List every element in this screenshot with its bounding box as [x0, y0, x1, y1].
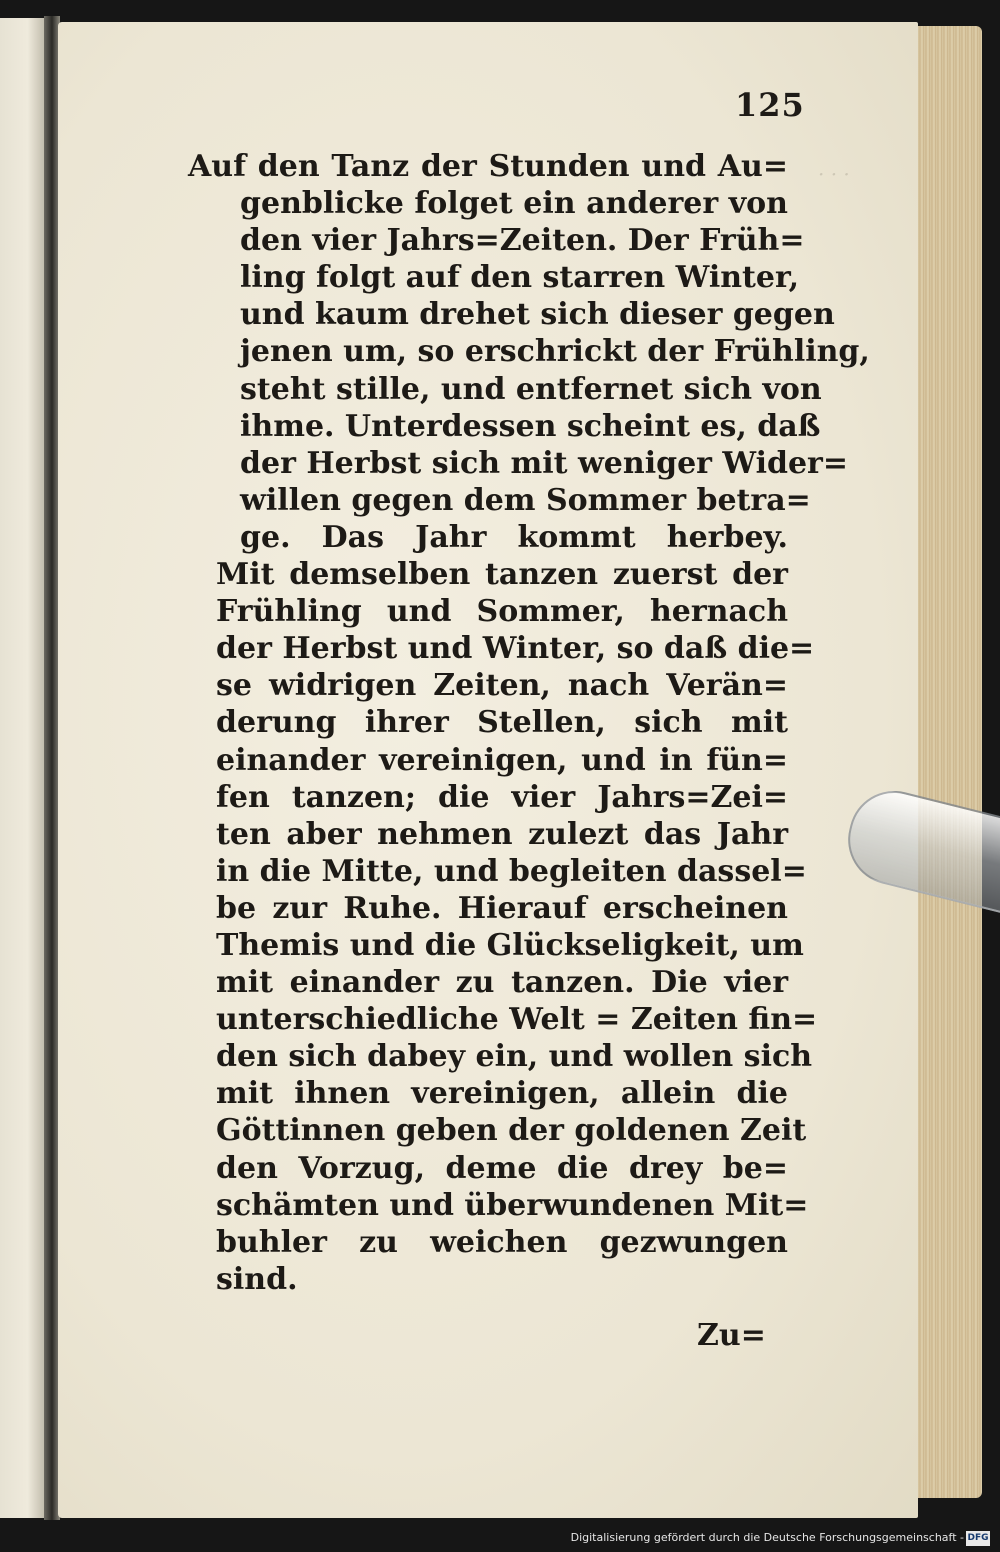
- text-line: den Vorzug, deme die drey be=: [216, 1150, 788, 1186]
- text-line: mit ihnen vereinigen, allein die: [216, 1076, 788, 1112]
- text-line: genblicke folget ein anderer von: [240, 186, 788, 222]
- text-line: unterschiedliche Welt = Zeiten fin=: [216, 1002, 818, 1038]
- text-line: einander vereinigen, und in fün=: [216, 742, 788, 778]
- text-line: willen gegen dem Sommer betra=: [240, 482, 811, 518]
- text-line: jenen um, so erschrickt der Frühling,: [240, 334, 870, 370]
- page-edges: [912, 26, 982, 1498]
- text-line: Göttinnen geben der goldenen Zeit: [216, 1113, 807, 1149]
- text-line: in die Mitte, und begleiten dassel=: [216, 853, 807, 889]
- text-line: derung ihrer Stellen, sich mit: [216, 705, 788, 741]
- text-line: sind.: [216, 1261, 298, 1297]
- text-line: der Herbst und Winter, so daß die=: [216, 631, 815, 667]
- text-line: se widrigen Zeiten, nach Verän=: [216, 668, 788, 704]
- text-line: Mit demselben tanzen zuerst der: [216, 557, 788, 593]
- text-line: und kaum drehet sich dieser gegen: [240, 297, 835, 333]
- body-text: [188, 148, 870, 1298]
- page-number: 125: [735, 86, 805, 124]
- text-line: steht stille, und entfernet sich von: [240, 371, 822, 407]
- text-line: buhler zu weichen gezwungen: [216, 1224, 788, 1260]
- text-line: ten aber nehmen zulezt das Jahr: [216, 816, 788, 852]
- text-line: fen tanzen; die vier Jahrs=Zei=: [216, 779, 788, 815]
- dfg-logo: DFG: [966, 1531, 990, 1546]
- left-page-edge: [0, 18, 46, 1518]
- text-line: ihme. Unterdessen scheint es, daß: [240, 408, 821, 444]
- text-line: ge. Das Jahr kommt herbey.: [240, 519, 788, 555]
- text-line: be zur Ruhe. Hierauf erscheinen: [216, 890, 788, 926]
- text-line: Themis und die Glückseligkeit, um: [216, 927, 804, 963]
- text-line: Frühling und Sommer, hernach: [216, 594, 788, 630]
- digitization-credit: Digitalisierung gefördert durch die Deutsche Forschungsgemeinschaft -: [570, 1531, 964, 1544]
- catchword: Zu=: [697, 1318, 766, 1353]
- text-line: mit einander zu tanzen. Die vier: [216, 965, 788, 1001]
- text-line: der Herbst sich mit weniger Wider=: [240, 445, 848, 481]
- text-line: ling folgt auf den starren Winter,: [240, 260, 800, 296]
- text-line: schämten und überwundenen Mit=: [216, 1187, 809, 1223]
- text-line: den vier Jahrs=Zeiten. Der Früh=: [240, 223, 805, 259]
- text-line: Auf den Tanz der Stunden und Au=: [188, 149, 788, 184]
- bleed-through-text: · · ·: [818, 162, 850, 186]
- text-line: den sich dabey ein, und wollen sich: [216, 1039, 813, 1075]
